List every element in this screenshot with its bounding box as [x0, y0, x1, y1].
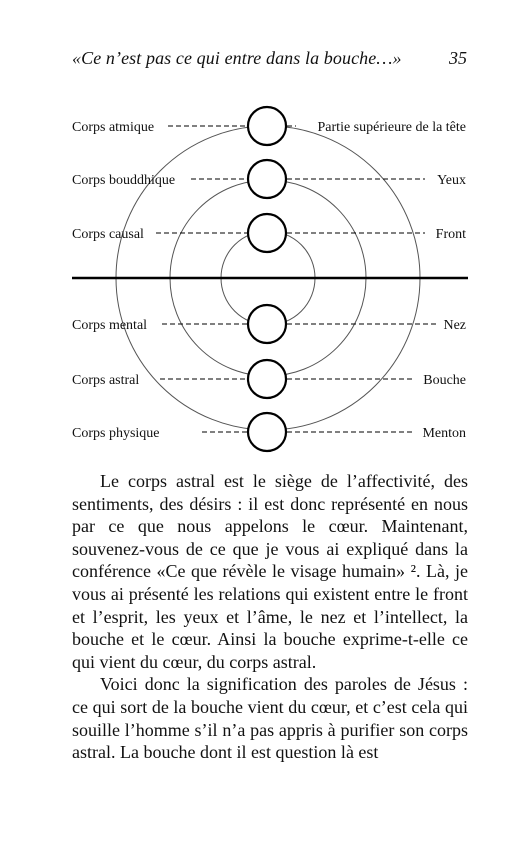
center-bouddhique	[248, 160, 286, 198]
label-corps-atmique: Corps atmique	[72, 120, 155, 135]
label-corps-physique: Corps physique	[72, 426, 160, 441]
label-tete: Partie supérieure de la tête	[317, 120, 466, 135]
paragraph-2: Voici donc la signification des paroles de Jésus : ce qui sort de la bouche vient du cœur, et c’est cela qui souille l’homme s’il n’a pas appris à purifier son corps astral. La bouche dont il est question là est	[72, 674, 468, 763]
label-corps-causal: Corps causal	[72, 227, 144, 242]
label-yeux: Yeux	[437, 173, 466, 188]
subtle-bodies-diagram	[0, 90, 529, 465]
body-text	[72, 470, 468, 764]
label-menton: Menton	[422, 426, 466, 441]
label-corps-astral: Corps astral	[72, 373, 140, 388]
label-bouche: Bouche	[423, 373, 466, 388]
running-title: «Ce n’est pas ce qui entre dans la bouche…»	[72, 48, 402, 68]
center-astral	[248, 360, 286, 398]
label-corps-bouddhique: Corps bouddhique	[72, 173, 176, 188]
label-corps-mental: Corps mental	[72, 318, 148, 333]
label-front: Front	[435, 227, 466, 242]
page-header	[0, 48, 529, 74]
center-atmique	[248, 107, 286, 145]
center-causal	[248, 214, 286, 252]
label-nez: Nez	[443, 318, 466, 333]
center-physique	[248, 413, 286, 451]
center-mental	[248, 305, 286, 343]
page-number: 35	[449, 48, 467, 68]
paragraph-1: Le corps astral est le siège de l’affectivité, des sentiments, des désirs : il est donc représenté en nous par ce que nous appelons le cœur. Maintenant, souvenez-vous de ce que je vous ai expliqué dans la conférence «Ce que révèle le visage humain» ². Là, je vous ai présenté les relations qui existent entre le front et l’esprit, les yeux et l’âme, le nez et l’intellect, la bouche et le cœur. Ainsi la bouche exprime-t-elle ce qui vient du cœur, du corps astral.	[72, 471, 468, 672]
